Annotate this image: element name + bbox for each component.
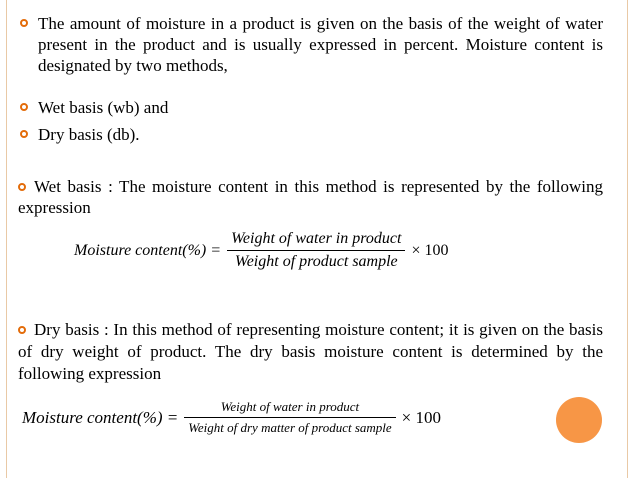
dry-basis-text: Dry basis : In this method of representing moisture content; it is given on the basis of dry weight of product. The dry basis moisture content is determined by the following expression [18, 320, 603, 383]
equation-multiplier: × 100 [411, 241, 449, 259]
bullet-text: Dry basis (db). [38, 125, 140, 144]
dry-basis-paragraph [18, 319, 603, 385]
dry-basis-equation [22, 399, 441, 436]
decorative-line-right [627, 0, 628, 478]
page-number-badge [556, 397, 602, 443]
decorative-line-left [6, 0, 7, 478]
equation-numerator: Weight of water in product [220, 399, 360, 414]
equation-multiplier: × 100 [401, 407, 442, 427]
wet-basis-paragraph [18, 176, 603, 218]
equation-denominator: Weight of dry matter of product sample [188, 420, 392, 435]
bullet-wet-basis [20, 97, 603, 118]
bullet-circle-icon [20, 130, 28, 138]
bullet-dry-basis [20, 124, 603, 145]
bullet-circle-icon [20, 103, 28, 111]
equation-denominator: Weight of product sample [234, 253, 398, 270]
bullet-circle-icon [20, 19, 28, 27]
equation-fraction [184, 399, 395, 436]
bullet-moisture-definition [20, 13, 603, 76]
equation-lhs: Moisture content(%) = [74, 241, 222, 259]
equation-numerator: Weight of water in product [231, 230, 402, 247]
equation-fraction [227, 230, 405, 271]
wet-basis-text: Wet basis : The moisture content in this method is represented by the following expression [18, 177, 603, 217]
bullet-text: The amount of moisture in a product is given on the basis of the weight of water present in the product and is usually expressed in percent. Moisture content is designated by two methods, [38, 14, 603, 75]
equation-lhs: Moisture content(%) = [22, 407, 179, 427]
bullet-circle-icon [18, 326, 26, 334]
bullet-text: Wet basis (wb) and [38, 98, 169, 117]
bullet-circle-icon [18, 183, 26, 191]
wet-basis-equation [74, 230, 448, 271]
